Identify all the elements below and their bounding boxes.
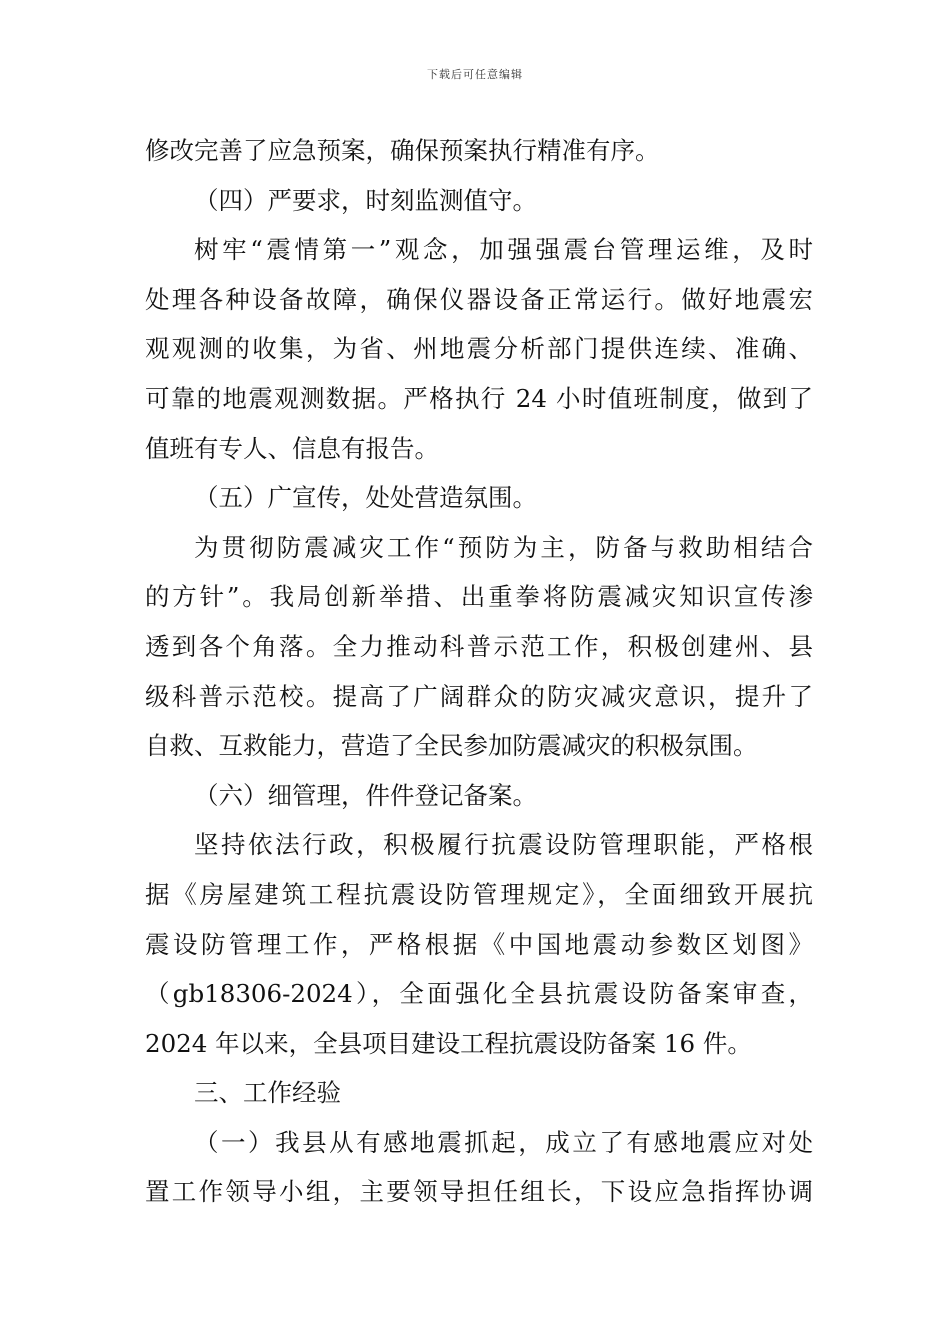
text-line: 自救、互救能力，营造了全民参加防震减灾的积极氛围。 — [145, 731, 758, 761]
header-note: 下载后可任意编辑 — [427, 68, 523, 81]
text-line: 修改完善了应急预案，确保预案执行精准有序。 — [145, 136, 660, 165]
text-line: （gb18306-2024），全面强化全县抗震设防备案审查， — [145, 979, 813, 1009]
text-line: 透到各个角落。全力推动科普示范工作，积极创建州、县 — [145, 631, 813, 661]
text-line: 级科普示范校。提高了广阔群众的防灾减灾意识，提升了 — [145, 681, 813, 711]
text-line: 可靠的地震观测数据。严格执行 24 小时值班制度，做到了 — [145, 383, 813, 413]
text-line: 观观测的收集，为省、州地震分析部门提供连续、准确、 — [145, 334, 813, 364]
text-line: 的方针”。我局创新举措、出重拳将防震减灾知识宣传渗 — [145, 582, 813, 612]
text-line: 据《房屋建筑工程抗震设防管理规定》，全面细致开展抗 — [145, 879, 813, 909]
text-line: （五）广宣传，处处营造氛围。 — [194, 483, 537, 513]
text-line: 为贯彻防震减灾工作“预防为主，防备与救助相结合 — [194, 532, 813, 562]
text-line: 值班有专人、信息有报告。 — [145, 433, 439, 463]
text-line: （六）细管理，件件登记备案。 — [194, 780, 537, 810]
document-body — [145, 126, 813, 1217]
text-line: 2024 年以来，全县项目建设工程抗震设防备案 16 件。 — [145, 1028, 752, 1058]
text-line: 处理各种设备故障，确保仪器设备正常运行。做好地震宏 — [145, 284, 813, 314]
text-line: 树牢“震情第一”观念，加强强震台管理运维，及时 — [194, 235, 813, 265]
text-line: 置工作领导小组，主要领导担任组长，下设应急指挥协调 — [145, 1177, 813, 1207]
text-line: （四）严要求，时刻监测值守。 — [194, 185, 537, 215]
text-line: 震设防管理工作，严格根据《中国地震动参数区划图》 — [145, 929, 813, 959]
text-line: 坚持依法行政，积极履行抗震设防管理职能，严格根 — [194, 830, 813, 860]
text-line: （一）我县从有感地震抓起，成立了有感地震应对处 — [194, 1127, 813, 1157]
text-line: 三、工作经验 — [194, 1078, 341, 1108]
